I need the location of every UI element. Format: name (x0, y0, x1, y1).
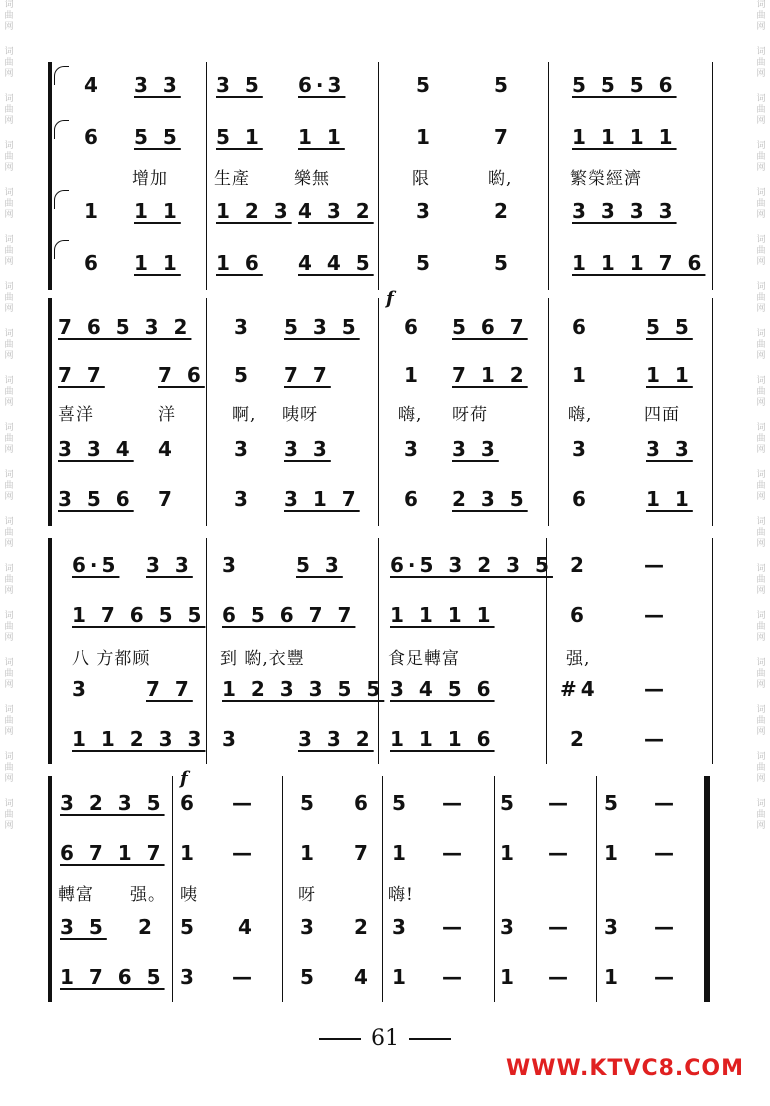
side-watermark-glyph: 词 (756, 423, 766, 433)
side-watermark-glyph: 曲 (756, 11, 766, 21)
note: 3 4 5 6 (390, 677, 495, 701)
lyric: 四面 (644, 405, 680, 425)
note: 3 3 3 3 (572, 199, 677, 223)
lyric: 到 喲,衣豐 (220, 649, 305, 669)
note: 5 5 (134, 125, 181, 149)
side-watermark-glyph: 词 (4, 235, 14, 245)
side-watermark-glyph: 网 (756, 351, 766, 361)
side-watermark-glyph: 网 (756, 492, 766, 502)
side-watermark-glyph: 网 (4, 727, 14, 737)
score-system-3 (48, 538, 714, 764)
side-watermark-glyph: 曲 (4, 763, 14, 773)
score-system-4 (48, 768, 714, 1002)
note: 1 (392, 841, 410, 865)
lyric: 啊, (232, 405, 257, 425)
side-watermark-glyph: 词 (4, 752, 14, 762)
side-watermark-glyph: 词 (4, 517, 14, 527)
side-watermark-glyph: 曲 (756, 199, 766, 209)
note: 5 (604, 791, 622, 815)
side-watermark-glyph: 网 (4, 680, 14, 690)
note: 3 1 7 (284, 487, 360, 511)
note: — (442, 791, 466, 815)
side-watermark-glyph: 网 (4, 445, 14, 455)
note: 3 (300, 915, 318, 939)
side-watermark-glyph: 曲 (4, 105, 14, 115)
side-watermark-glyph: 曲 (4, 199, 14, 209)
note: 1 1 (134, 251, 181, 275)
note: — (548, 915, 572, 939)
side-watermark-glyph: 网 (756, 821, 766, 831)
note: — (232, 791, 256, 815)
side-watermark-glyph: 曲 (756, 528, 766, 538)
side-watermark-glyph: 网 (756, 257, 766, 267)
side-watermark-glyph: 词 (4, 799, 14, 809)
note: 7 7 (284, 363, 331, 387)
side-watermark-glyph: 网 (756, 163, 766, 173)
side-watermark-glyph: 词 (4, 611, 14, 621)
note: 1 1 1 1 (572, 125, 677, 149)
side-watermark-glyph: 网 (756, 210, 766, 220)
note: 6 (84, 251, 102, 275)
note: 3 (392, 915, 410, 939)
note: — (548, 965, 572, 989)
side-watermark-glyph: 曲 (756, 810, 766, 820)
note: 5 5 (646, 315, 693, 339)
note: 1 1 (298, 125, 345, 149)
note: 5 (494, 73, 512, 97)
side-watermark-glyph: 网 (756, 727, 766, 737)
note: 7 7 (58, 363, 105, 387)
lyric: 增加 (132, 169, 168, 189)
note: 2 (494, 199, 512, 223)
note: 7 (354, 841, 372, 865)
note: 6 (84, 125, 102, 149)
note: — (654, 841, 678, 865)
side-watermark-glyph: 网 (4, 304, 14, 314)
page-number: 61 (0, 1026, 770, 1051)
note: 6 (180, 791, 198, 815)
note: 5 (300, 965, 318, 989)
side-watermark-glyph: 网 (4, 351, 14, 361)
side-watermark-glyph: 网 (756, 22, 766, 32)
side-watermark-glyph: 网 (4, 163, 14, 173)
side-watermark-glyph: 词 (4, 658, 14, 668)
note: 4 (84, 73, 102, 97)
note: 5 (300, 791, 318, 815)
note: 2 (570, 553, 588, 577)
note: 7 7 (146, 677, 193, 701)
note: 3 3 (134, 73, 181, 97)
side-watermark-glyph: 曲 (4, 622, 14, 632)
side-watermark-glyph: 网 (756, 116, 766, 126)
side-watermark-glyph: 网 (4, 69, 14, 79)
note: 6·3 (298, 73, 346, 97)
side-watermark-glyph: 词 (756, 282, 766, 292)
side-watermark-glyph: 曲 (4, 293, 14, 303)
lyric: 轉富 (58, 885, 94, 905)
note: 6 (572, 315, 590, 339)
side-watermark-glyph: 曲 (756, 622, 766, 632)
note: — (654, 965, 678, 989)
note: 4 3 2 (298, 199, 374, 223)
note: — (442, 915, 466, 939)
note: 3 3 (146, 553, 193, 577)
note: 6 (354, 791, 372, 815)
note: 5 6 7 (452, 315, 528, 339)
side-watermark-glyph: 网 (4, 586, 14, 596)
note: — (548, 791, 572, 815)
note: — (548, 841, 572, 865)
dynamic-marking: f (180, 768, 188, 789)
note: 5 (234, 363, 252, 387)
note: 1 1 1 1 (390, 603, 495, 627)
note: 6·5 3 2 3 5 (390, 553, 553, 577)
note: 1 (604, 965, 622, 989)
side-watermark-glyph: 曲 (756, 763, 766, 773)
note: 5 (392, 791, 410, 815)
note: 5 (416, 73, 434, 97)
note: — (644, 677, 668, 701)
side-watermark-glyph: 词 (756, 470, 766, 480)
dynamic-marking: f (386, 288, 394, 309)
note: 7 (158, 487, 176, 511)
note: 6 (572, 487, 590, 511)
side-watermark-glyph: 曲 (756, 716, 766, 726)
note: 1 (404, 363, 422, 387)
note: 4 (238, 915, 256, 939)
side-watermark-glyph: 词 (756, 329, 766, 339)
side-watermark-glyph: 曲 (756, 246, 766, 256)
lyric: 嗨, (398, 405, 423, 425)
lyric: 咦 (180, 885, 198, 905)
side-watermark-glyph: 词 (756, 47, 766, 57)
note: — (442, 965, 466, 989)
side-watermark-glyph: 曲 (4, 481, 14, 491)
side-watermark-glyph: 词 (756, 517, 766, 527)
note: 3 5 (216, 73, 263, 97)
side-watermark-glyph: 网 (4, 116, 14, 126)
note: 5 1 (216, 125, 263, 149)
side-watermark-glyph: 词 (4, 282, 14, 292)
note: 6 (404, 487, 422, 511)
note: — (644, 727, 668, 751)
note: 3 (234, 487, 252, 511)
side-watermark-glyph: 曲 (756, 58, 766, 68)
note: #4 (560, 677, 599, 701)
note: 7 6 5 3 2 (58, 315, 192, 339)
note: 7 (494, 125, 512, 149)
note: 1 (572, 363, 590, 387)
side-watermark-glyph: 网 (756, 633, 766, 643)
note: 3 (572, 437, 590, 461)
score-system-1 (48, 62, 714, 290)
side-watermark-glyph: 词 (4, 564, 14, 574)
side-watermark-glyph: 曲 (4, 810, 14, 820)
side-watermark-glyph: 词 (756, 94, 766, 104)
note: 1 1 (134, 199, 181, 223)
note: 1 1 1 7 6 (572, 251, 706, 275)
side-watermark-glyph: 曲 (4, 575, 14, 585)
side-watermark-glyph: 曲 (756, 481, 766, 491)
note: 1 (300, 841, 318, 865)
lyric: 八 方都顾 (72, 649, 151, 669)
note: 3 3 2 (298, 727, 374, 751)
side-watermark-glyph: 网 (756, 774, 766, 784)
side-watermark-glyph: 网 (4, 492, 14, 502)
lyric: 强。 (130, 885, 166, 905)
side-watermark-glyph: 网 (756, 586, 766, 596)
side-watermark-glyph: 网 (756, 398, 766, 408)
side-watermark-glyph: 词 (4, 94, 14, 104)
lyric: 咦呀 (282, 405, 318, 425)
side-watermark-glyph: 曲 (756, 340, 766, 350)
note: 3 (222, 727, 240, 751)
side-watermark-glyph: 网 (756, 445, 766, 455)
note: 2 (570, 727, 588, 751)
note: 3 5 (60, 915, 107, 939)
note: 4 (158, 437, 176, 461)
side-watermark-glyph: 网 (4, 257, 14, 267)
note: 4 4 5 (298, 251, 374, 275)
lyric: 繁榮經濟 (570, 169, 642, 189)
score-system-2 (48, 288, 714, 526)
side-watermark-glyph: 曲 (756, 293, 766, 303)
side-watermark-glyph: 词 (756, 141, 766, 151)
note: 3 (72, 677, 90, 701)
side-watermark-glyph: 词 (4, 705, 14, 715)
lyric: 呀荷 (452, 405, 488, 425)
side-watermark-glyph: 词 (756, 799, 766, 809)
side-watermark-glyph: 词 (756, 658, 766, 668)
side-watermark-glyph: 网 (4, 210, 14, 220)
note: 4 (354, 965, 372, 989)
side-watermark-glyph: 曲 (756, 105, 766, 115)
note: 1 (392, 965, 410, 989)
site-watermark: WWW.KTVC8.COM (506, 1056, 744, 1081)
note: 1 2 3 3 5 5 (222, 677, 385, 701)
note: — (644, 553, 668, 577)
left-side-watermark (2, 0, 16, 1106)
note: 3 (604, 915, 622, 939)
side-watermark-glyph: 曲 (756, 387, 766, 397)
side-watermark-glyph: 网 (4, 774, 14, 784)
side-watermark-glyph: 曲 (4, 669, 14, 679)
note: 5 3 5 (284, 315, 360, 339)
note: 3 3 (646, 437, 693, 461)
side-watermark-glyph: 曲 (4, 340, 14, 350)
note: 2 3 5 (452, 487, 528, 511)
side-watermark-glyph: 词 (756, 376, 766, 386)
side-watermark-glyph: 词 (4, 141, 14, 151)
side-watermark-glyph: 词 (4, 188, 14, 198)
note: 3 3 (452, 437, 499, 461)
note: 1 2 3 (216, 199, 292, 223)
side-watermark-glyph: 曲 (4, 152, 14, 162)
note: — (654, 915, 678, 939)
side-watermark-glyph: 曲 (4, 11, 14, 21)
note: 6 7 1 7 (60, 841, 165, 865)
lyric: 呀 (298, 885, 316, 905)
note: 5 3 (296, 553, 343, 577)
side-watermark-glyph: 曲 (4, 716, 14, 726)
side-watermark-glyph: 词 (4, 0, 14, 10)
side-watermark-glyph: 网 (4, 633, 14, 643)
lyric: 生產 (214, 169, 250, 189)
note: 5 5 5 6 (572, 73, 677, 97)
note: 3 2 3 5 (60, 791, 165, 815)
side-watermark-glyph: 曲 (756, 152, 766, 162)
note: 1 7 6 5 5 (72, 603, 206, 627)
side-watermark-glyph: 网 (756, 680, 766, 690)
side-watermark-glyph: 词 (756, 188, 766, 198)
note: 3 (416, 199, 434, 223)
note: 7 6 (158, 363, 205, 387)
lyric: 喲, (488, 169, 513, 189)
note: 3 (234, 437, 252, 461)
note: 1 7 6 5 (60, 965, 165, 989)
note: 3 3 (284, 437, 331, 461)
note: 1 1 2 3 3 (72, 727, 206, 751)
note: 1 (604, 841, 622, 865)
lyric: 洋 (158, 405, 176, 425)
side-watermark-glyph: 网 (4, 22, 14, 32)
side-watermark-glyph: 词 (756, 611, 766, 621)
note: 1 (500, 841, 518, 865)
side-watermark-glyph: 曲 (756, 575, 766, 585)
note: 6 5 6 7 7 (222, 603, 356, 627)
side-watermark-glyph: 词 (4, 423, 14, 433)
note: 6·5 (72, 553, 120, 577)
side-watermark-glyph: 曲 (4, 58, 14, 68)
side-watermark-glyph: 曲 (4, 434, 14, 444)
note: — (442, 841, 466, 865)
note: 1 (500, 965, 518, 989)
note: 3 (404, 437, 422, 461)
side-watermark-glyph: 网 (4, 821, 14, 831)
note: 1 (180, 841, 198, 865)
note: — (232, 965, 256, 989)
side-watermark-glyph: 曲 (4, 528, 14, 538)
lyric: 强, (566, 649, 591, 669)
side-watermark-glyph: 网 (756, 304, 766, 314)
side-watermark-glyph: 词 (756, 705, 766, 715)
note: 5 (416, 251, 434, 275)
side-watermark-glyph: 词 (4, 470, 14, 480)
side-watermark-glyph: 曲 (756, 434, 766, 444)
note: — (644, 603, 668, 627)
note: 5 (494, 251, 512, 275)
note: 3 (500, 915, 518, 939)
lyric: 嗨, (568, 405, 593, 425)
side-watermark-glyph: 曲 (4, 246, 14, 256)
side-watermark-glyph: 网 (4, 539, 14, 549)
lyric: 樂無 (294, 169, 330, 189)
note: — (654, 791, 678, 815)
side-watermark-glyph: 词 (756, 235, 766, 245)
side-watermark-glyph: 网 (4, 398, 14, 408)
side-watermark-glyph: 词 (756, 752, 766, 762)
note: 3 (222, 553, 240, 577)
side-watermark-glyph: 词 (4, 329, 14, 339)
note: 1 6 (216, 251, 263, 275)
side-watermark-glyph: 网 (756, 69, 766, 79)
side-watermark-glyph: 网 (756, 539, 766, 549)
side-watermark-glyph: 曲 (756, 669, 766, 679)
note: 5 (180, 915, 198, 939)
note: 3 (180, 965, 198, 989)
note: 3 3 4 (58, 437, 134, 461)
lyric: 食足轉富 (388, 649, 460, 669)
lyric: 喜洋 (58, 405, 94, 425)
side-watermark-glyph: 词 (756, 564, 766, 574)
side-watermark-glyph: 词 (756, 0, 766, 10)
note: 6 (570, 603, 588, 627)
note: 1 (84, 199, 102, 223)
note: 1 1 (646, 487, 693, 511)
note: 1 (416, 125, 434, 149)
note: 5 (500, 791, 518, 815)
right-side-watermark (754, 0, 768, 1106)
note: 1 1 1 6 (390, 727, 495, 751)
lyric: 限 (412, 169, 430, 189)
note: 2 (354, 915, 372, 939)
side-watermark-glyph: 曲 (4, 387, 14, 397)
note: 6 (404, 315, 422, 339)
side-watermark-glyph: 词 (4, 47, 14, 57)
side-watermark-glyph: 词 (4, 376, 14, 386)
note: 3 5 6 (58, 487, 134, 511)
note: 1 1 (646, 363, 693, 387)
note: 2 (138, 915, 156, 939)
note: — (232, 841, 256, 865)
lyric: 嗨! (388, 885, 414, 905)
note: 3 (234, 315, 252, 339)
note: 7 1 2 (452, 363, 528, 387)
